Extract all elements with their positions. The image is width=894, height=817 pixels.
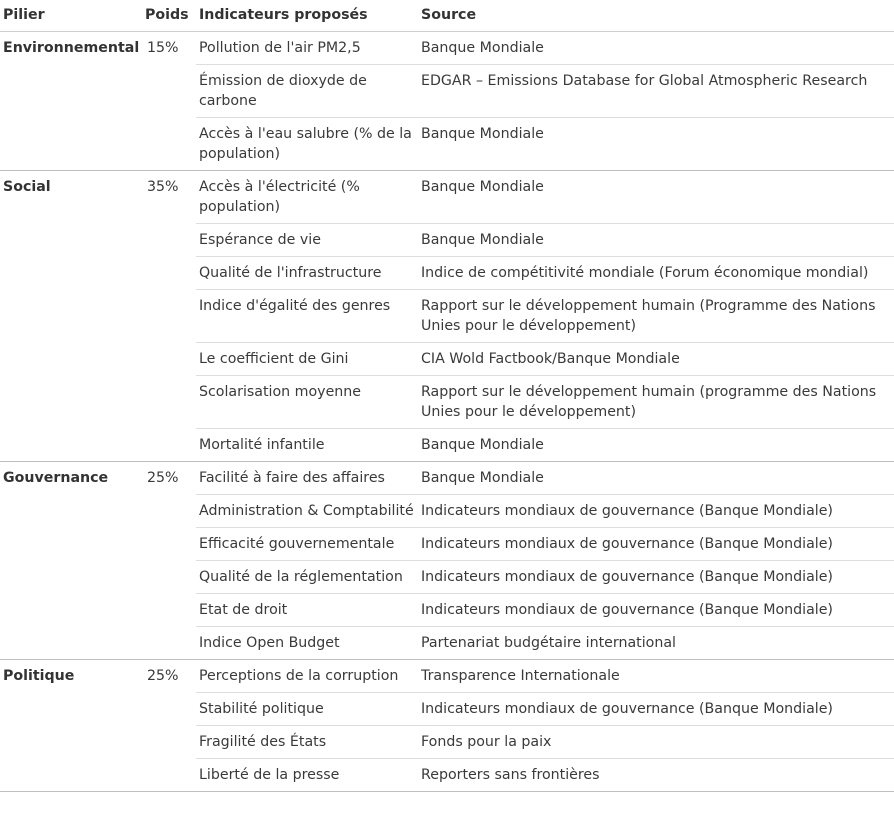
- table-row: [0, 32, 894, 65]
- indicator-cell: Facilité à faire des affaires: [196, 462, 418, 495]
- indicator-cell: Administration & Comptabilité: [196, 495, 418, 528]
- header-indicator: Indicateurs proposés: [196, 0, 418, 32]
- source-cell: EDGAR – Emissions Database for Global Atmospheric Research: [418, 65, 894, 118]
- indicator-cell: Pollution de l'air PM2,5: [196, 32, 418, 65]
- header-weight: Poids: [142, 0, 196, 32]
- source-cell: Banque Mondiale: [418, 118, 894, 171]
- table-header: [0, 0, 894, 32]
- source-cell: Banque Mondiale: [418, 224, 894, 257]
- indicator-cell: Perceptions de la corruption: [196, 660, 418, 693]
- indicator-cell: Émission de dioxyde de carbone: [196, 65, 418, 118]
- pillar-weight: 35%: [142, 171, 196, 462]
- indicator-cell: Accès à l'électricité (% population): [196, 171, 418, 224]
- header-row: [0, 0, 894, 32]
- source-cell: Transparence Internationale: [418, 660, 894, 693]
- source-cell: Fonds pour la paix: [418, 726, 894, 759]
- indicator-cell: Etat de droit: [196, 594, 418, 627]
- pillar-weight: 25%: [142, 660, 196, 792]
- source-cell: Rapport sur le développement humain (Programme des Nations Unies pour le développement): [418, 290, 894, 343]
- pillar-weight: 25%: [142, 462, 196, 660]
- table-row: [0, 462, 894, 495]
- source-cell: Banque Mondiale: [418, 462, 894, 495]
- source-cell: Banque Mondiale: [418, 32, 894, 65]
- source-cell: Reporters sans frontières: [418, 759, 894, 792]
- source-cell: Banque Mondiale: [418, 429, 894, 462]
- source-cell: Indice de compétitivité mondiale (Forum économique mondial): [418, 257, 894, 290]
- header-pillar: Pilier: [0, 0, 142, 32]
- source-cell: CIA Wold Factbook/Banque Mondiale: [418, 343, 894, 376]
- indicator-cell: Mortalité infantile: [196, 429, 418, 462]
- indicator-cell: Indice d'égalité des genres: [196, 290, 418, 343]
- table-body: [0, 32, 894, 792]
- table-row: [0, 660, 894, 693]
- indicator-cell: Espérance de vie: [196, 224, 418, 257]
- indicator-cell: Fragilité des États: [196, 726, 418, 759]
- indicator-cell: Accès à l'eau salubre (% de la population): [196, 118, 418, 171]
- indicator-cell: Stabilité politique: [196, 693, 418, 726]
- indicator-cell: Indice Open Budget: [196, 627, 418, 660]
- pillar-name: Environnemental: [0, 32, 142, 171]
- indicator-cell: Scolarisation moyenne: [196, 376, 418, 429]
- source-cell: Rapport sur le développement humain (programme des Nations Unies pour le développement): [418, 376, 894, 429]
- indicator-cell: Qualité de l'infrastructure: [196, 257, 418, 290]
- source-cell: Indicateurs mondiaux de gouvernance (Banque Mondiale): [418, 561, 894, 594]
- indicator-cell: Efficacité gouvernementale: [196, 528, 418, 561]
- source-cell: Indicateurs mondiaux de gouvernance (Banque Mondiale): [418, 495, 894, 528]
- indicator-cell: Qualité de la réglementation: [196, 561, 418, 594]
- source-cell: Indicateurs mondiaux de gouvernance (Banque Mondiale): [418, 693, 894, 726]
- pillar-name: Social: [0, 171, 142, 462]
- table-row: [0, 171, 894, 224]
- header-source: Source: [418, 0, 894, 32]
- indicator-cell: Liberté de la presse: [196, 759, 418, 792]
- pillar-name: Gouvernance: [0, 462, 142, 660]
- pillar-weight: 15%: [142, 32, 196, 171]
- source-cell: Indicateurs mondiaux de gouvernance (Banque Mondiale): [418, 528, 894, 561]
- source-cell: Banque Mondiale: [418, 171, 894, 224]
- pillar-name: Politique: [0, 660, 142, 792]
- source-cell: Indicateurs mondiaux de gouvernance (Banque Mondiale): [418, 594, 894, 627]
- source-cell: Partenariat budgétaire international: [418, 627, 894, 660]
- indicator-cell: Le coefficient de Gini: [196, 343, 418, 376]
